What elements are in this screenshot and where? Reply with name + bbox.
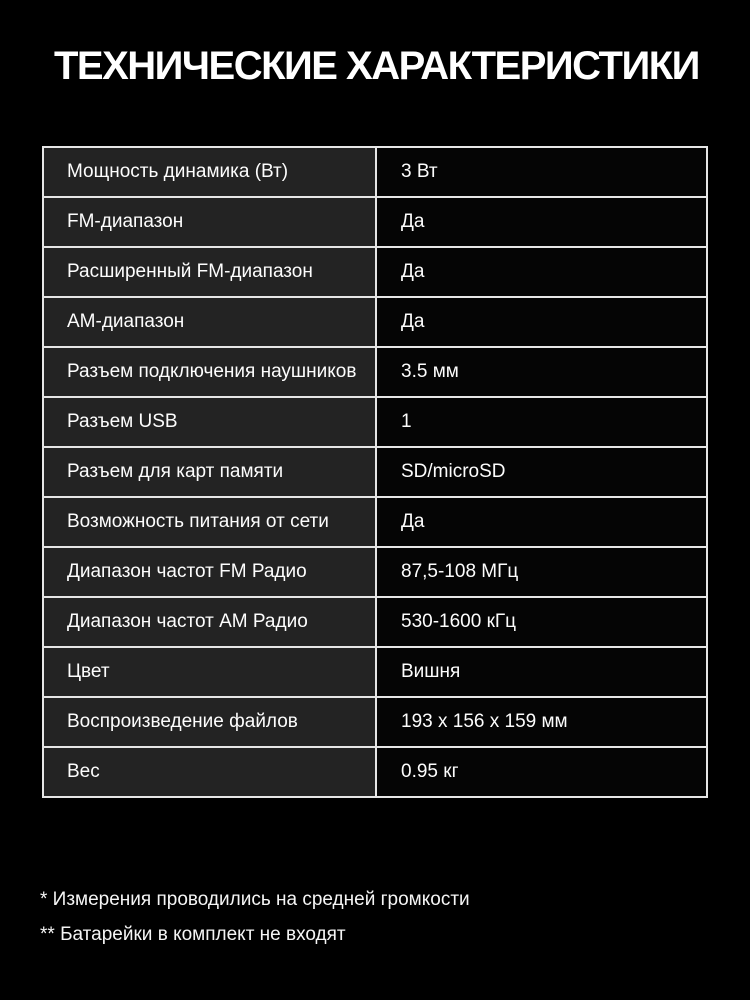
- spec-value: 530-1600 кГц: [377, 598, 706, 646]
- spec-value: Вишня: [377, 648, 706, 696]
- spec-param: АМ-диапазон: [44, 298, 377, 346]
- table-row: [44, 546, 706, 596]
- spec-param: Диапазон частот АМ Радио: [44, 598, 377, 646]
- spec-param: Диапазон частот FM Радио: [44, 548, 377, 596]
- table-row: [44, 246, 706, 296]
- spec-param: Разъем для карт памяти: [44, 448, 377, 496]
- spec-value: Да: [377, 498, 706, 546]
- table-row: [44, 396, 706, 446]
- spec-param: Вес: [44, 748, 377, 796]
- spec-value: 87,5-108 МГц: [377, 548, 706, 596]
- footnote-batteries: ** Батарейки в комплект не входят: [40, 924, 346, 945]
- spec-param: Мощность динамика (Вт): [44, 148, 377, 196]
- table-row: [44, 148, 706, 196]
- table-row: [44, 646, 706, 696]
- spec-param: Воспроизведение файлов: [44, 698, 377, 746]
- spec-param: Расширенный FM-диапазон: [44, 248, 377, 296]
- table-row: [44, 596, 706, 646]
- spec-value: Да: [377, 248, 706, 296]
- spec-param: Разъем подключения наушников: [44, 348, 377, 396]
- table-row: [44, 696, 706, 746]
- footnote-volume: * Измерения проводились на средней громкости: [40, 889, 470, 910]
- table-row: [44, 746, 706, 796]
- spec-param: FM-диапазон: [44, 198, 377, 246]
- footnotes: [40, 889, 470, 959]
- spec-value: 0.95 кг: [377, 748, 706, 796]
- page-title: ТЕХНИЧЕСКИЕ ХАРАКТЕРИСТИКИ: [54, 44, 699, 88]
- spec-value: 3.5 мм: [377, 348, 706, 396]
- table-row: [44, 296, 706, 346]
- table-row: [44, 196, 706, 246]
- spec-param: Разъем USB: [44, 398, 377, 446]
- spec-table: [42, 146, 708, 798]
- spec-value: Да: [377, 298, 706, 346]
- spec-value: Да: [377, 198, 706, 246]
- spec-value: 193 х 156 х 159 мм: [377, 698, 706, 746]
- table-row: [44, 446, 706, 496]
- spec-param: Возможность питания от сети: [44, 498, 377, 546]
- spec-value: 3 Вт: [377, 148, 706, 196]
- table-row: [44, 496, 706, 546]
- spec-value: SD/microSD: [377, 448, 706, 496]
- spec-param: Цвет: [44, 648, 377, 696]
- table-row: [44, 346, 706, 396]
- spec-value: 1: [377, 398, 706, 446]
